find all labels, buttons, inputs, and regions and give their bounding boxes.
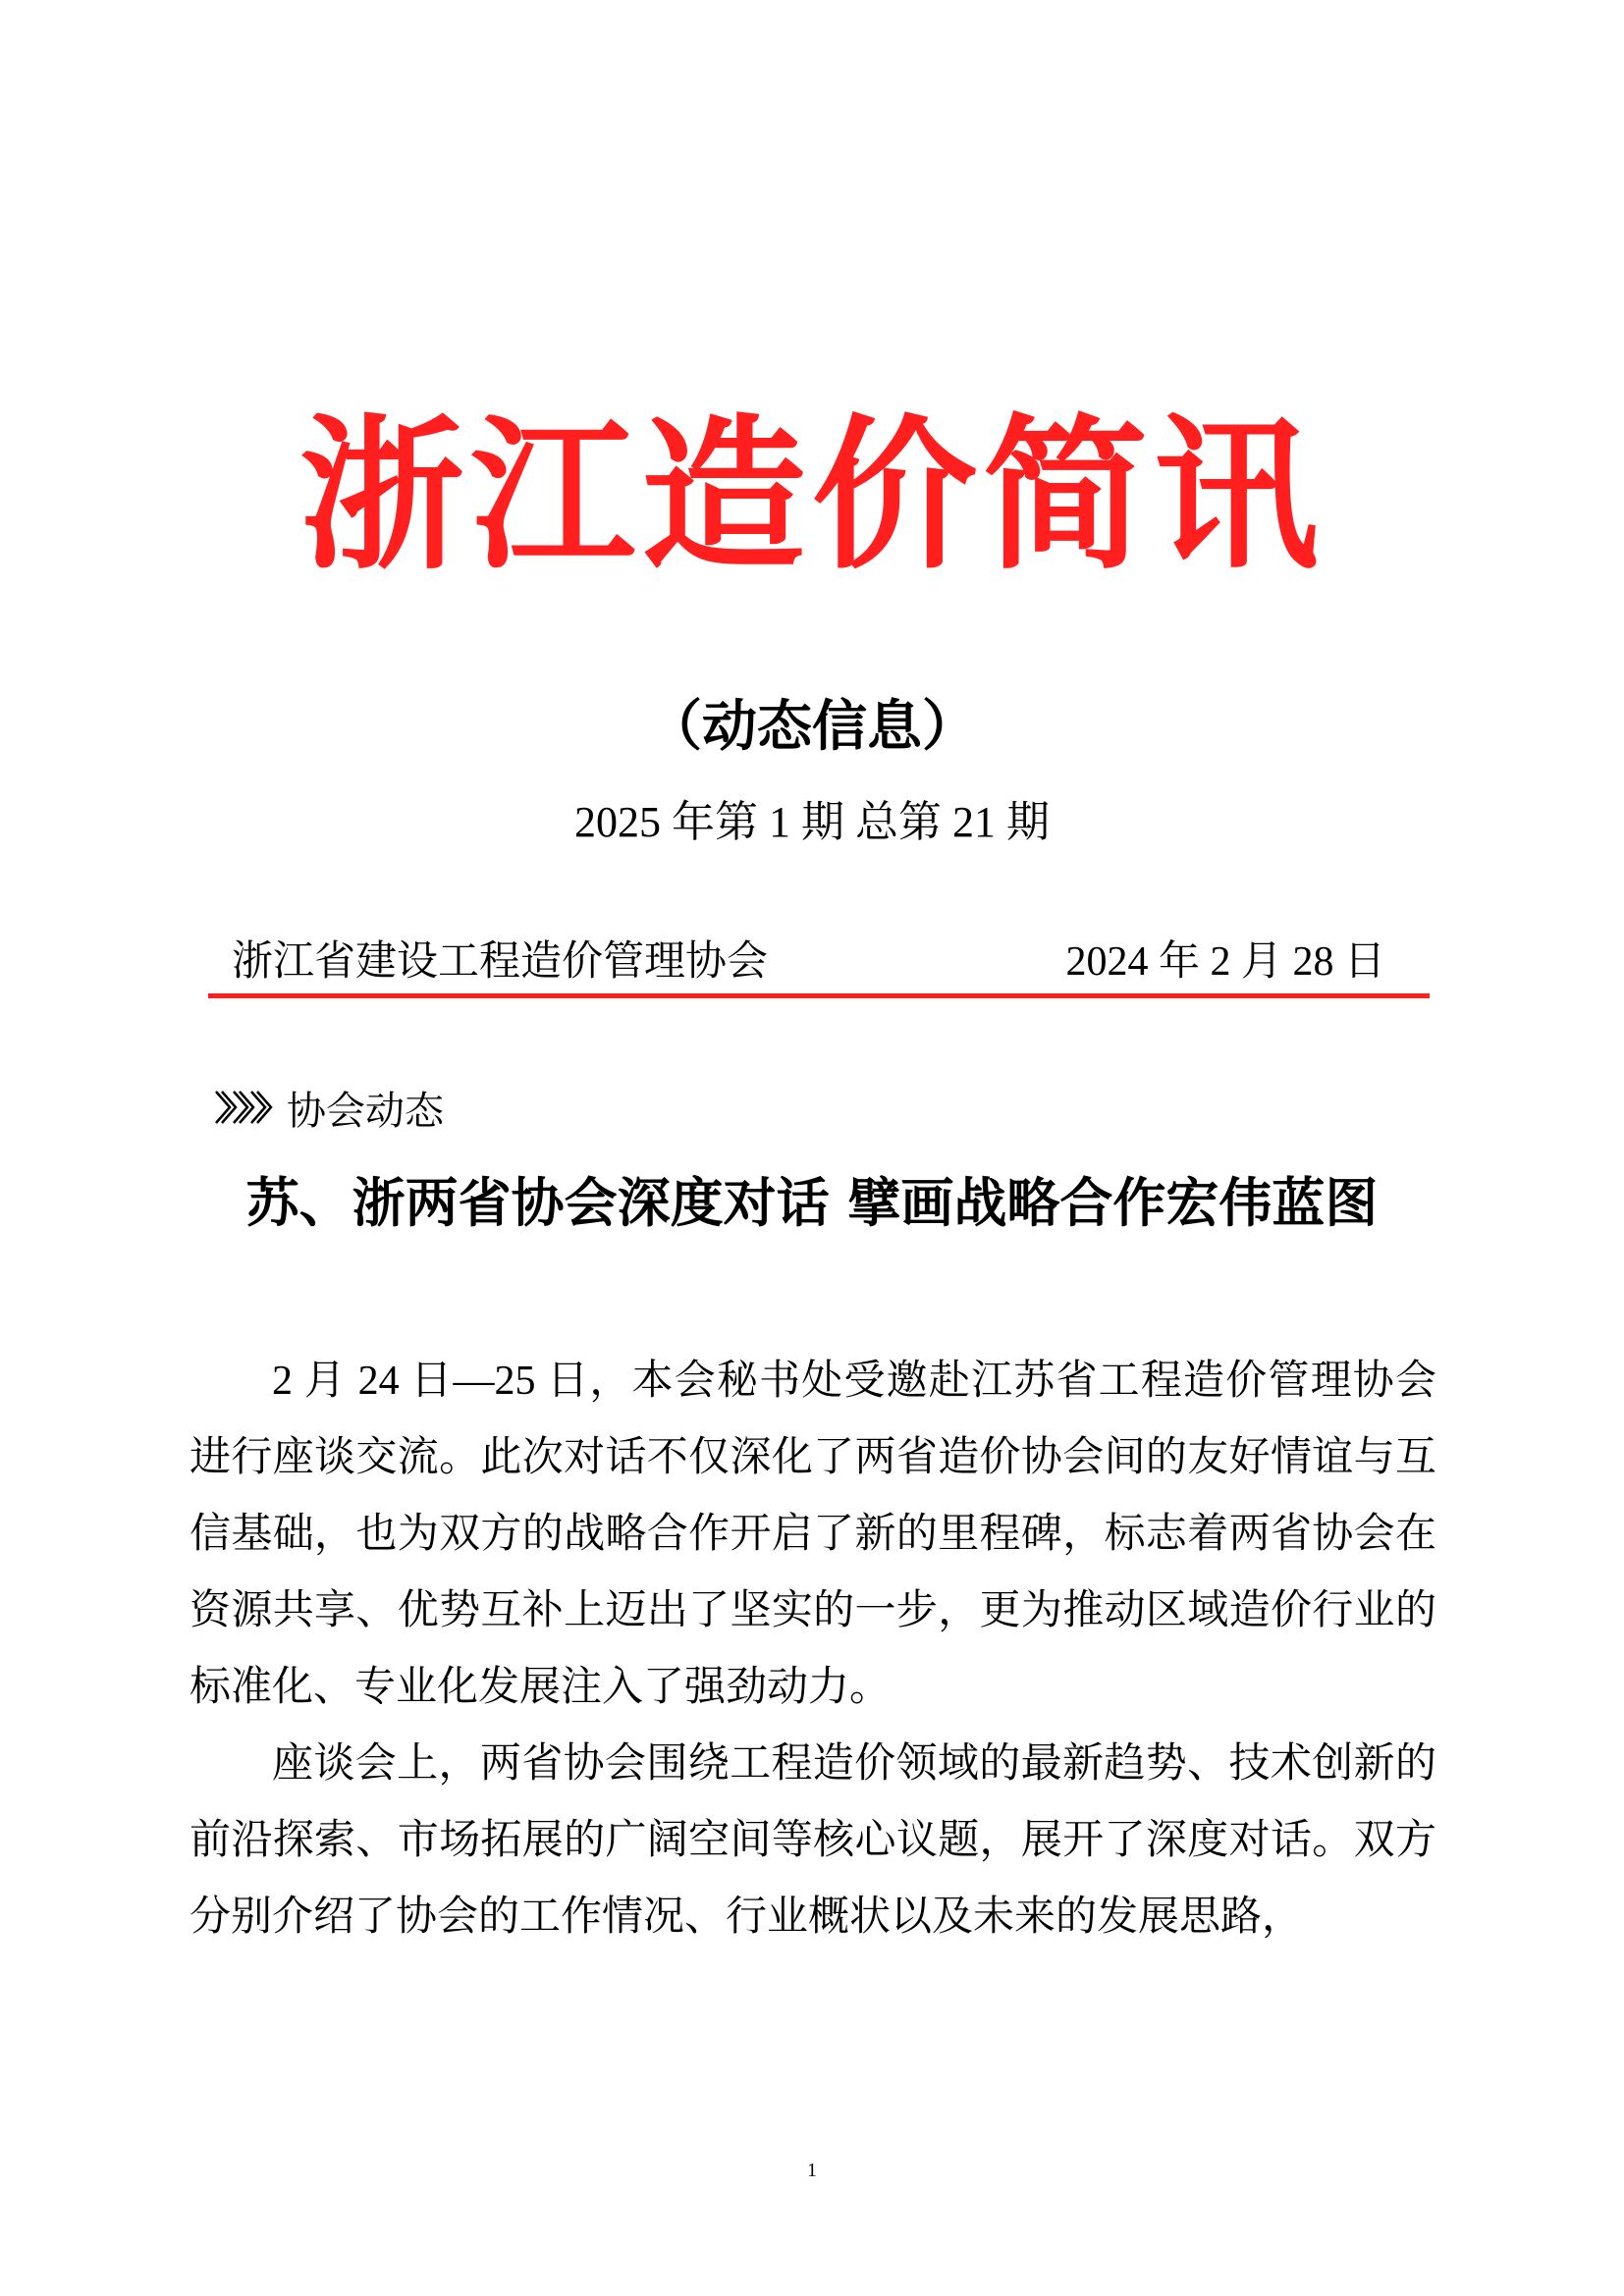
page-number: 1 [807, 2160, 817, 2181]
section-heading [214, 1078, 444, 1137]
article-headline: 苏、浙两省协会深度对话 擘画战略合作宏伟蓝图 [245, 1171, 1379, 1234]
publisher-row [232, 929, 1385, 984]
publish-date: 2024 年 2 月 28 日 [1065, 939, 1385, 985]
subtitle: （动态信息） [647, 694, 977, 759]
issue-number: 2025 年第 1 期 总第 21 期 [574, 798, 1050, 846]
publisher-organization: 浙江省建设工程造价管理协会 [232, 939, 769, 985]
section-label: 协会动态 [287, 1088, 444, 1134]
article-paragraph: 座谈会上，两省协会围绕工程造价领域的最新趋势、技术创新的前沿探索、市场拓展的广阔空间等核心议题，展开了深度对话。双方分别介绍了协会的工作情况、行业概状以及未来的发展思路， [189, 1741, 1436, 1940]
masthead-title: 浙江造价简讯 [299, 398, 1325, 592]
triple-chevron-right-icon [214, 1088, 273, 1127]
article-paragraph: 2 月 24 日—25 日，本会秘书处受邀赴江苏省工程造价管理协会进行座谈交流。此次对话不仅深化了两省造价协会间的友好情谊与互信基础，也为双方的战略合作开启了新的里程碑，标志着两省协会在资源共享、优势互补上迈出了坚实的一步，更为推动区域造价行业的标准化、专业化发展注入了强劲动力。 [189, 1359, 1436, 1710]
article-body [189, 1343, 1436, 1955]
red-divider [208, 993, 1430, 998]
